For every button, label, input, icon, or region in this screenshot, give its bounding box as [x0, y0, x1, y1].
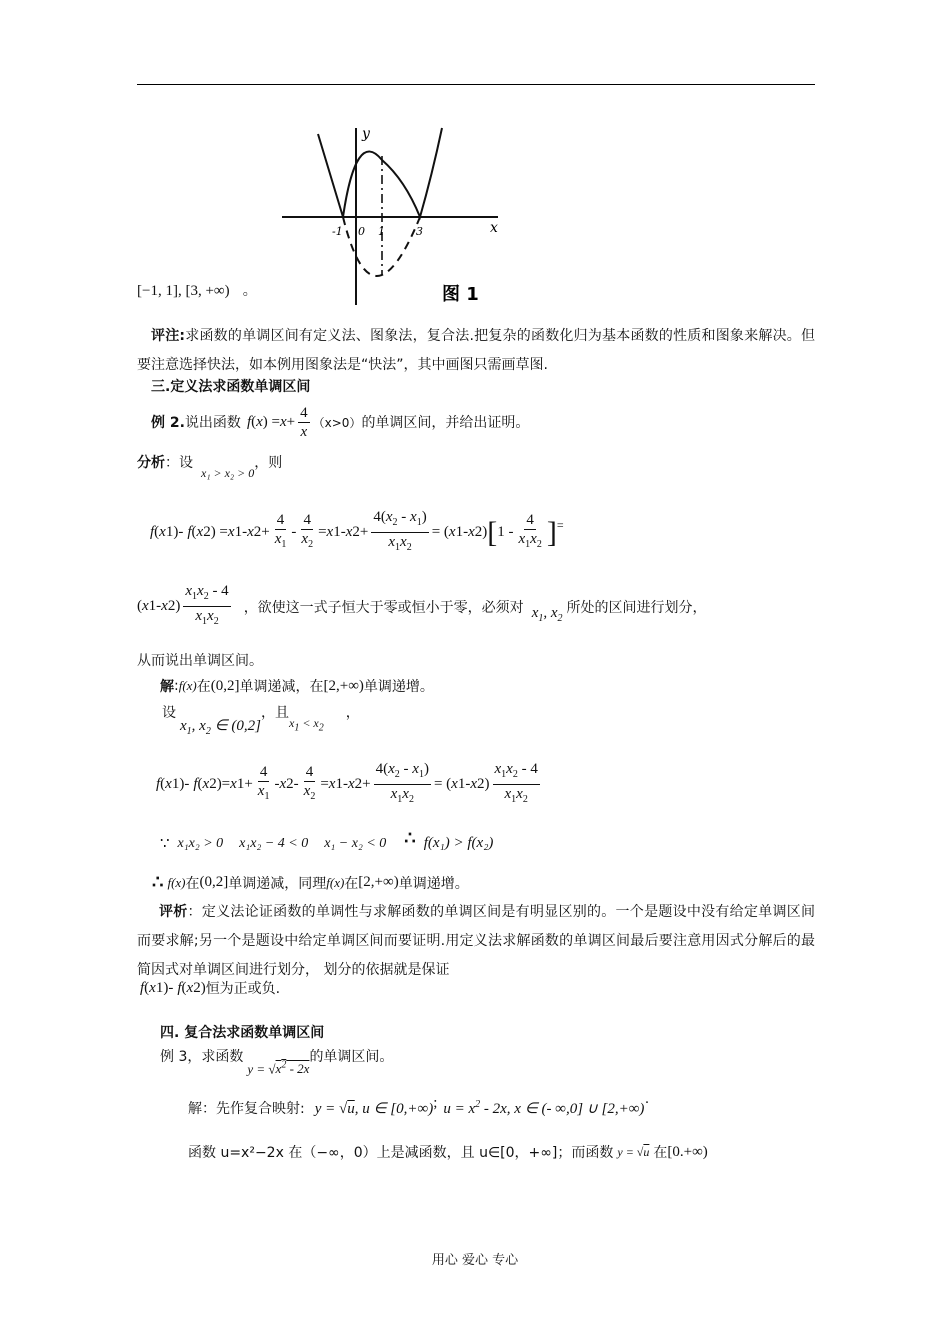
section-4-title: 四. 复合法求函数单调区间 — [160, 1025, 325, 1041]
fraction-4-over-x: $\frac{4}{x}$ — [300, 404, 308, 440]
analysis-line-end: 从而说出单调区间。 — [137, 653, 263, 669]
solution-and: ，且 — [261, 705, 289, 721]
solution-text2: 单调递减，在 — [239, 679, 324, 695]
tick-label-3: 3 — [416, 225, 423, 238]
example-2-text-before: 说出函数 — [184, 415, 241, 431]
example-2: 例 2. 说出函数 f ( x ) = x + $\frac{4}{x}$ （x>0） 的单调区间，并给出证明。 — [151, 404, 530, 440]
comment2-text: ：定义法论证函数的单调性与求解函数的单调区间是有明显区别的。一个是题设中没有给定单调区间而要求解;另一个是题设中给定单调区间而要证明.用定义法求解函数的单调区间最后要注意用因式分解后的最简因式对单调区间进行划分， 划分的依据就是保证 — [137, 904, 816, 978]
solution-comma: ， — [345, 705, 360, 721]
because-c1: x₁x₂ > 0 — [177, 835, 224, 851]
because-symbol: ∵ — [160, 836, 170, 852]
therefore-symbol: ∴ — [404, 828, 416, 848]
comment2-tail-line: f ( x 1 )- f ( x 2 ) 恒为正或负. — [140, 979, 281, 997]
analysis-line-text2: 所处的区间进行划分， — [566, 599, 707, 616]
example-2-label: 例 2. — [151, 415, 185, 431]
comment-paragraph-1 — [137, 322, 815, 380]
solution-3-line: 解：先作复合映射: y = √u, u ∈ [0,+∞) ; $u = x^2 - 2x$, x ∈ (- ∞,0] ∪ [2,+∞) · — [188, 1094, 650, 1117]
intervals-line — [137, 280, 257, 300]
solution-interval1: (0,2] — [210, 677, 240, 694]
conclusion-interval1: (0,2] — [199, 874, 229, 890]
example-2-function: f — [246, 413, 252, 430]
tick-label-1: 1 — [378, 225, 385, 238]
equation-difference: f ( x 1 )- f ( x 2 ) = x 1 - x 2 + $\frac{4}{x_1}$ - $\frac{4}{x_2}$ = x 1 - x 2 + $\frac{4(x_2 - x_1)}{x_1x_2}$ = ( x 1 - x 2 ) [ 1 - $\frac{4}{x_1x_2}$ ] = — [150, 509, 564, 553]
example-2-text-after: 的单调区间，并给出证明。 — [361, 415, 530, 431]
analysis-line — [137, 452, 282, 481]
analysis-then: ，则 — [254, 455, 283, 471]
function-graph-figure — [270, 120, 530, 310]
solution-3-text: 解：先作复合映射: — [188, 1101, 305, 1117]
example-3-text-after: 的单调区间。 — [309, 1049, 394, 1065]
intervals-text: [−1, 1], [3, +∞) — [137, 283, 230, 299]
comment2-tail: 恒为正或负. — [205, 981, 281, 997]
tick-label-neg1: -1 — [332, 225, 343, 238]
figure-caption: 图 1 — [442, 284, 479, 305]
comment2-label: 评析 — [159, 904, 188, 920]
because-c3: x₁ − x₂ < 0 — [324, 835, 387, 851]
solution-3-line2-b: 在 — [653, 1145, 668, 1161]
equation-solution: f ( x 1 )- f ( x 2 )= x 1 + $\frac{4}{x_1}$ - x 2 - $\frac{4}{x_2}$ = x 1 - x 2 + $\frac{4(x_2 - x_1)}{x_1x_2}$ = ( x 1 - x 2 ) $\frac{x_1x_2 - 4}{x_1x_2}$ — [156, 761, 538, 805]
conclusion-text4: 单调递增。 — [398, 875, 469, 892]
because-line — [160, 828, 494, 853]
comment-label: 评注: — [151, 328, 186, 344]
solution-let-line: 设 $x_1$, $x_2$ ∈ (0,2] ，且 $x_1 < x_2$ ， — [162, 702, 360, 737]
example-3-text-before: 例 3，求函数 — [160, 1049, 244, 1065]
analysis-division-line: ( x 1 - x 2 ) $\frac{x_1x_2 - 4}{x_1x_2}$ ，欲使这一式子恒大于零或恒小于零，必须对 $x_1$, $x_2$ 所处的区间进行划分， — [137, 583, 707, 627]
solution-interval2: [2,+∞) — [323, 677, 364, 694]
solution-text1: 在 — [196, 679, 211, 695]
comment-text: 求函数的单调区间有定义法、图象法，复合法.把复杂的函数化归为基本函数的性质和图象来解决。但要注意选择快法，如本例用图象法是“快法”，其中画图只需画草图. — [137, 328, 815, 373]
solution-3-line2: 函数 u=x²−2x 在（−∞，0）上是减函数，且 u∈[0，+∞]；而函数 y = √u 在 [0.+∞) — [188, 1143, 708, 1161]
conclusion-text1: 在 — [185, 875, 200, 892]
solid-curve — [318, 128, 442, 217]
because-result: f(x₁) > f(x₂) — [423, 835, 494, 851]
comment-paragraph-2 — [137, 898, 815, 985]
solution-3-line2-a: 函数 u=x²−2x 在（−∞，0）上是减函数，且 u∈[0，+∞]；而函数 — [188, 1145, 614, 1161]
example-2-condition: （x>0） — [312, 415, 362, 430]
conclusion-text2: 单调递减，同理 — [228, 875, 327, 892]
solution-label: 解 — [160, 679, 174, 695]
solution-3-line2-c: [0.+∞) — [667, 1143, 708, 1160]
conclusion-text3: 在 — [344, 875, 359, 892]
solution-let: 设 — [162, 705, 176, 721]
analysis-condition: x₁ > x₂ > 0 — [201, 466, 255, 480]
header-rule — [137, 84, 815, 85]
example-3: 例 3，求函数 $y = √x^2 - 2x$ 的单调区间。 — [160, 1046, 393, 1077]
solution-line: 解 : f(x) 在 (0,2] 单调递减，在 [2,+∞) 单调递增。 — [160, 677, 434, 695]
conclusion-interval2: [2,+∞) — [358, 874, 399, 890]
tick-label-0: 0 — [358, 225, 365, 238]
intervals-end: 。 — [242, 283, 257, 299]
because-c2: x₁x₂ − 4 < 0 — [239, 835, 309, 851]
x-axis-label: x — [490, 220, 498, 236]
solution-text3: 单调递增。 — [363, 679, 434, 695]
page-footer: 用心 爱心 专心 — [431, 1253, 519, 1268]
conclusion-line: ∴ f(x) 在 (0,2] 单调递减，同理 f(x) 在 [2,+∞) 单调递增。 — [152, 872, 469, 892]
analysis-text: ：设 — [165, 455, 193, 471]
conclusion-therefore: ∴ — [152, 872, 164, 892]
analysis-label: 分析 — [137, 455, 165, 471]
analysis-line-text: ，欲使这一式子恒大于零或恒小于零，必须对 — [243, 599, 524, 616]
section-3-title: 三.定义法求函数单调区间 — [151, 379, 311, 395]
y-axis-label: y — [362, 126, 370, 142]
